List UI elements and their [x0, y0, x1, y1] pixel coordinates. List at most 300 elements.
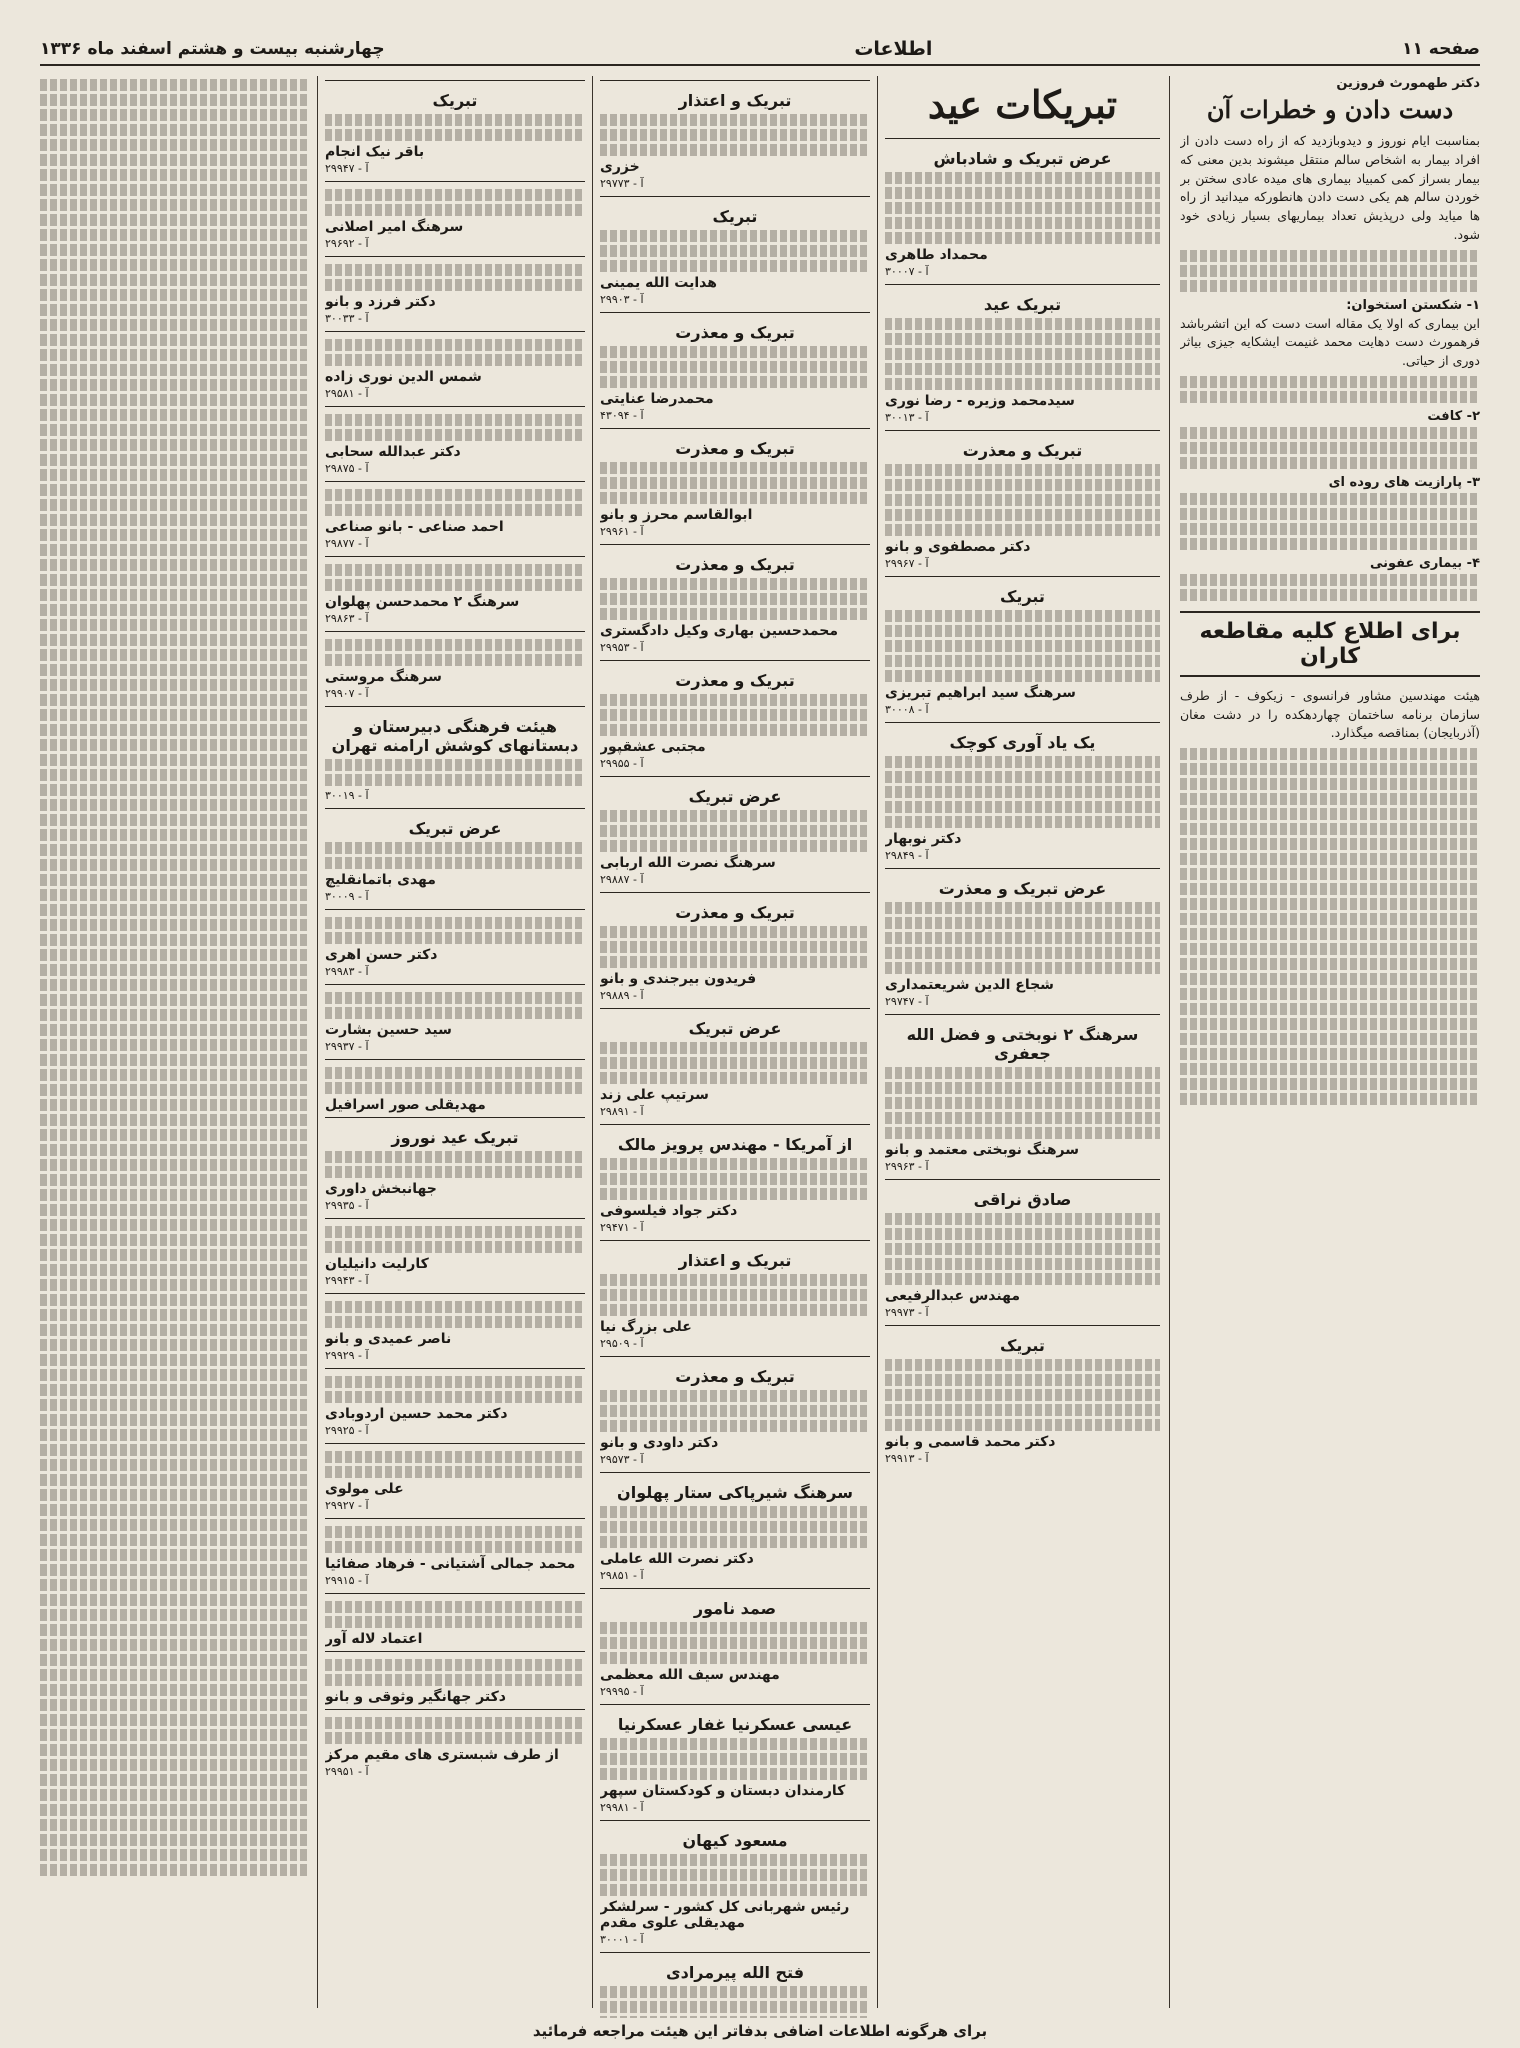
text-line: [600, 840, 870, 852]
text-line: [885, 1404, 1160, 1416]
text-line: [885, 801, 1160, 813]
greeting-notice: [325, 181, 585, 250]
text-line: [885, 962, 1160, 974]
text-line: [885, 1389, 1160, 1401]
text-line: [1180, 883, 1480, 895]
text-line: [40, 1849, 310, 1861]
greeting-notice: [325, 909, 585, 978]
text-line: [40, 1579, 310, 1591]
notice-heading: تبریک: [432, 91, 478, 110]
notice-signature: سید حسین بشارت: [325, 1022, 452, 1038]
greeting-notice: [600, 312, 870, 422]
text-line: [40, 619, 310, 631]
notice-heading: تبریک عید نوروز: [391, 1128, 519, 1147]
notice-signature: کارلیت دانیلیان: [325, 1256, 429, 1272]
text-line: [40, 1549, 310, 1561]
greeting-notice: [600, 1952, 870, 2018]
text-line: [600, 1289, 870, 1301]
text-line: [885, 1273, 1160, 1285]
text-line: [1180, 574, 1480, 586]
notice-text: هیئت مهندسین مشاور فرانسوی - زیکوف - از طرف سازمان برنامه ساختمان چهاردهکده را در دشت مغان (آذربایجان) بمناقصه میگذارد.: [1180, 687, 1480, 741]
greeting-notice: [325, 1059, 585, 1113]
notice-heading: فتح الله پیرمرادی: [665, 1963, 805, 1982]
text-line: [600, 462, 870, 474]
text-line: [600, 1158, 870, 1170]
notice-heading: صمد نامور: [693, 1599, 777, 1618]
notice-code: آ - ۲۹۸۵۱: [600, 1569, 644, 1582]
notice-code: آ - ۲۹۸۸۹: [600, 989, 644, 1002]
text-line: [1180, 457, 1480, 469]
notice-signature: مهندس سیف الله معظمی: [600, 1667, 780, 1683]
text-line: [325, 857, 585, 869]
greeting-notice: [885, 868, 1160, 1008]
notice-heading: سرهنگ شیرپاکی ستار پهلوان: [617, 1483, 853, 1502]
text-line: [325, 204, 585, 216]
notice-code: آ - ۴۳۰۹۴: [600, 409, 644, 422]
notice-signature: دکتر فرزد و بانو: [325, 294, 436, 310]
text-line: [1180, 913, 1480, 925]
text-line: [600, 260, 870, 272]
greeting-notice: [325, 1709, 585, 1778]
greeting-notice: [325, 1117, 585, 1212]
greeting-notice: [325, 1593, 585, 1647]
text-line: [885, 479, 1160, 491]
text-line: [40, 1759, 310, 1771]
text-line: [1180, 523, 1480, 535]
greeting-notice: [600, 80, 870, 190]
column-rule: [1169, 76, 1170, 2008]
text-line: [40, 754, 310, 766]
text-line: [325, 992, 585, 1004]
notice-signature: دکتر محمد قاسمی و بانو: [885, 1433, 1056, 1450]
greeting-notice: [325, 556, 585, 625]
notice-signature: خزری: [600, 159, 640, 175]
text-line: [40, 1069, 310, 1081]
text-line: [885, 947, 1160, 959]
greeting-notice: [885, 722, 1160, 862]
text-line: [600, 376, 870, 388]
text-line: [40, 289, 310, 301]
text-line: [885, 202, 1160, 214]
text-line: [885, 187, 1160, 199]
text-line: [600, 1753, 870, 1765]
text-line: [325, 1717, 585, 1729]
notice-signature: شجاع الدین شریعتمداری: [885, 976, 1054, 993]
text-line: [1180, 778, 1480, 790]
text-line: [885, 348, 1160, 360]
greeting-notice: [600, 544, 870, 654]
text-line: [885, 1213, 1160, 1225]
text-line: [40, 1219, 310, 1231]
notice-heading: از آمریکا - مهندس پرویز مالک: [617, 1135, 853, 1154]
text-line: [1180, 823, 1480, 835]
text-line: [40, 1174, 310, 1186]
text-line: [40, 154, 310, 166]
text-line: [40, 484, 310, 496]
text-line: [600, 1188, 870, 1200]
text-line: [325, 114, 585, 126]
notice-signature: ناصر عمیدی و بانو: [325, 1331, 452, 1347]
notice-signature: دکتر جواد فیلسوفی: [600, 1203, 738, 1219]
text-line: [40, 1294, 310, 1306]
notice-signature: علی بزرگ نیا: [600, 1319, 692, 1335]
article-paragraph: این بیماری که اولا یک مقاله است دست که این اتشرباشد فرهمورث دست دهایت محمد غنیمت ایشکایه جیزی بیاثر دوری از حیاتی.: [1180, 315, 1480, 368]
article-subheading: ۳- پارازیت های روده ای: [1328, 474, 1480, 490]
text-line: [40, 319, 310, 331]
text-line: [40, 454, 310, 466]
text-line: [885, 1082, 1160, 1094]
text-line: [40, 1129, 310, 1141]
text-line: [600, 245, 870, 257]
text-line: [325, 639, 585, 651]
text-line: [40, 304, 310, 316]
text-line: [40, 874, 310, 886]
text-line: [600, 1304, 870, 1316]
text-line: [40, 1654, 310, 1666]
text-line: [40, 1009, 310, 1021]
notice-signature: سرتیپ علی زند: [600, 1087, 709, 1103]
greeting-notice: [325, 481, 585, 550]
text-line: [40, 784, 310, 796]
greeting-notice: [325, 406, 585, 475]
text-line: [1180, 868, 1480, 880]
text-line: [600, 1637, 870, 1649]
text-line: [1180, 1033, 1480, 1045]
notice-code: آ - ۲۹۹۶۳: [885, 1159, 929, 1173]
notice-code: آ - ۲۹۸۷۵: [325, 462, 369, 475]
notice-code: آ - ۳۰۰۰۱: [600, 1933, 644, 1946]
column-rule: [317, 76, 318, 2008]
text-line: [40, 1729, 310, 1741]
notice-signature: محمد جمالی آشتیانی - فرهاد صفائیا: [325, 1556, 576, 1572]
notice-heading: عرض تبریک: [688, 787, 782, 806]
notice-heading: سرهنگ ۲ نوبختی و فضل الله جعفری: [906, 1024, 1139, 1063]
text-line: [40, 1474, 310, 1486]
text-line: [40, 994, 310, 1006]
text-line: [885, 1243, 1160, 1255]
text-line: [40, 1459, 310, 1471]
text-line: [40, 1024, 310, 1036]
text-line: [40, 1489, 310, 1501]
text-line: [600, 578, 870, 590]
notice-heading: تبریک و اعتذار: [678, 1251, 792, 1270]
notice-signature: شمس الدین نوری زاده: [325, 369, 482, 385]
page-number: صفحه ۱۱: [1402, 39, 1480, 59]
text-line: [40, 679, 310, 691]
text-line: [600, 1738, 870, 1750]
text-line: [600, 694, 870, 706]
text-line: [40, 274, 310, 286]
greeting-notice: [600, 660, 870, 770]
text-line: [40, 529, 310, 541]
text-line: [1180, 928, 1480, 940]
text-line: [40, 769, 310, 781]
notice-signature: از طرف شبستری های مقیم مرکز: [325, 1747, 559, 1763]
text-line: [40, 1624, 310, 1636]
text-line: [40, 1249, 310, 1261]
notice-code: آ - ۲۹۹۸۱: [600, 1801, 644, 1814]
notice-code: آ - ۲۹۸۶۳: [325, 612, 369, 625]
text-line: [885, 232, 1160, 244]
notice-signature: هدایت الله یمینی: [600, 275, 717, 291]
text-line: [600, 230, 870, 242]
greeting-notice: [885, 430, 1160, 570]
text-line: [885, 786, 1160, 798]
greeting-notice: [600, 1704, 870, 1814]
text-line: [600, 1390, 870, 1402]
article-subheading: ۲- کافت: [1427, 408, 1480, 424]
text-line: [1180, 1093, 1480, 1105]
notice-signature: دکتر داودی و بانو: [600, 1435, 719, 1451]
text-line: [1180, 280, 1480, 292]
text-line: [40, 814, 310, 826]
greeting-notice: [885, 1014, 1160, 1173]
text-line: [40, 259, 310, 271]
text-line: [885, 217, 1160, 229]
text-line: [325, 1241, 585, 1253]
text-line: [40, 334, 310, 346]
greeting-notice: [325, 984, 585, 1053]
notice-signature: سرهنگ نوبختی معتمد و بانو: [885, 1141, 1079, 1158]
notice-code: آ - ۲۹۸۷۷: [325, 537, 369, 550]
text-line: [325, 339, 585, 351]
greetings-column-2: [600, 76, 870, 2018]
notice-code: آ - ۲۹۸۹۱: [600, 1105, 644, 1118]
text-line: [40, 1609, 310, 1621]
column-rule: [877, 76, 878, 2008]
text-line: [40, 829, 310, 841]
text-line: [40, 439, 310, 451]
notice-code: آ - ۲۹۹۷۳: [885, 1305, 929, 1319]
notice-heading: تبریک: [712, 207, 758, 226]
text-line: [600, 1536, 870, 1548]
text-line: [40, 1414, 310, 1426]
greetings-heading: تبریکات عید: [927, 82, 1118, 127]
text-line: [40, 1864, 310, 1876]
notice-heading: تبریک: [1000, 586, 1045, 606]
text-line: [40, 904, 310, 916]
notice-heading: تبریک و اعتذار: [678, 91, 792, 110]
text-line: [1180, 958, 1480, 970]
text-line: [885, 524, 1160, 536]
article-subheading: ۴- بیماری عفونی: [1370, 555, 1480, 571]
notice-signature: دکتر مصطفوی و بانو: [885, 538, 1031, 555]
notice-signature: مهندس عبدالرفیعی: [885, 1287, 1020, 1304]
text-line: [40, 1309, 310, 1321]
text-line: [600, 1869, 870, 1881]
masthead: [40, 34, 1480, 66]
text-line: [1180, 973, 1480, 985]
notice-signature: ابوالقاسم محرز و بانو: [600, 507, 753, 523]
text-line: [600, 1506, 870, 1518]
greeting-notice: [600, 776, 870, 886]
text-line: [600, 941, 870, 953]
notice-heading: هیئت فرهنگی دبیرستان و دبستانهای کوشش ارامنه تهران: [331, 717, 579, 755]
greeting-notice: [325, 331, 585, 400]
text-line: [325, 579, 585, 591]
text-line: [885, 378, 1160, 390]
text-line: [600, 114, 870, 126]
notice-code: آ - ۲۹۵۸۱: [325, 387, 369, 400]
text-line: [40, 1639, 310, 1651]
text-line: [600, 361, 870, 373]
text-line: [40, 1054, 310, 1066]
text-line: [325, 1316, 585, 1328]
text-line: [40, 1039, 310, 1051]
text-line: [40, 199, 310, 211]
notice-heading: عیسی عسکرنیا غفار عسکرنیا: [617, 1715, 853, 1734]
text-line: [40, 1564, 310, 1576]
text-line: [885, 363, 1160, 375]
text-line: [325, 264, 585, 276]
notice-code: آ - ۲۹۹۴۳: [325, 1274, 369, 1287]
notice-signature: علی مولوی: [325, 1481, 404, 1497]
text-line: [885, 1067, 1160, 1079]
text-line: [600, 1622, 870, 1634]
greetings-column-3: [325, 76, 585, 2018]
text-line: [40, 139, 310, 151]
text-line: [325, 1601, 585, 1613]
notice-heading: تبریک و معذرت: [675, 1367, 795, 1386]
greeting-notice: [325, 256, 585, 325]
text-line: [40, 709, 310, 721]
text-line: [325, 189, 585, 201]
text-line: [600, 346, 870, 358]
text-line: [325, 564, 585, 576]
greeting-notice: [325, 706, 585, 802]
text-line: [40, 1144, 310, 1156]
text-line: [40, 1744, 310, 1756]
greeting-notice: [885, 576, 1160, 716]
text-line: [600, 724, 870, 736]
text-line: [325, 1226, 585, 1238]
greeting-notice: [600, 1008, 870, 1118]
text-line: [600, 926, 870, 938]
notice-signature: باقر نیک انجام: [325, 144, 425, 160]
text-line: [600, 1405, 870, 1417]
notice-signature: دکتر محمد حسین اردوبادی: [325, 1406, 508, 1422]
text-line: [1180, 250, 1480, 262]
greeting-notice: [600, 1124, 870, 1234]
text-line: [325, 1732, 585, 1744]
text-line: [40, 79, 310, 91]
notice-code: آ - ۳۰۰۰۹: [325, 890, 369, 903]
notice-signature: محمدرضا عنایتی: [600, 391, 714, 407]
notice-heading: عرض تبریک و معذرت: [938, 878, 1107, 898]
text-line: [40, 664, 310, 676]
notice-signature: محمداد طاهری: [885, 246, 988, 263]
text-line: [600, 1420, 870, 1432]
greetings-column-4: [40, 76, 310, 2018]
text-line: [40, 544, 310, 556]
greeting-notice: [885, 1325, 1160, 1465]
notice-code: آ - ۲۹۵۷۳: [600, 1453, 644, 1466]
text-line: [40, 979, 310, 991]
text-line: [600, 1057, 870, 1069]
text-line: [40, 184, 310, 196]
greeting-notice: [325, 80, 585, 175]
text-line: [40, 514, 310, 526]
notice-signature: دکتر نوبهار: [885, 830, 962, 847]
text-line: [600, 2001, 870, 2013]
text-line: [885, 1228, 1160, 1240]
text-line: [325, 932, 585, 944]
notice-code: آ - ۲۹۹۴۷: [325, 162, 369, 175]
text-line: [885, 1112, 1160, 1124]
notice-code: آ - ۲۹۹۵۵: [600, 757, 644, 770]
text-line: [1180, 808, 1480, 820]
text-line: [40, 1264, 310, 1276]
text-line: [325, 774, 585, 786]
notice-code: آ - ۲۹۷۷۳: [600, 177, 644, 190]
greeting-notice: [600, 1240, 870, 1350]
text-line: [600, 477, 870, 489]
text-line: [1180, 376, 1480, 388]
greeting-notice: [600, 1820, 870, 1946]
text-line: [40, 1114, 310, 1126]
text-line: [325, 1616, 585, 1628]
text-line: [40, 1189, 310, 1201]
notice-code: آ - ۲۹۹۲۹: [325, 1349, 369, 1362]
paper-name: اطلاعات: [854, 38, 933, 60]
text-line: [325, 1674, 585, 1686]
text-line: [885, 756, 1160, 768]
notice-code: آ - ۲۹۹۰۷: [325, 687, 369, 700]
article-column: [1180, 76, 1480, 2018]
text-line: [40, 214, 310, 226]
greeting-notice: [885, 284, 1160, 424]
greeting-notice: [325, 1518, 585, 1587]
text-line: [885, 172, 1160, 184]
text-line: [600, 608, 870, 620]
text-line: [885, 464, 1160, 476]
text-line: [40, 1099, 310, 1111]
text-line: [600, 593, 870, 605]
greeting-notice: [600, 1588, 870, 1698]
text-line: [325, 504, 585, 516]
text-line: [40, 1279, 310, 1291]
text-line: [600, 709, 870, 721]
notice-heading: عرض تبریک: [688, 1019, 782, 1038]
text-line: [885, 655, 1160, 667]
text-line: [40, 1369, 310, 1381]
greeting-notice: [325, 1293, 585, 1362]
text-line: [40, 1084, 310, 1096]
notice-signature: دکتر عبدالله سحابی: [325, 444, 461, 460]
text-line: [600, 1652, 870, 1664]
text-line: [40, 1519, 310, 1531]
text-line: [1180, 1078, 1480, 1090]
text-line: [40, 1204, 310, 1216]
notice-signature: سرهنگ سید ابراهیم تبریزی: [885, 684, 1076, 701]
notice-code: آ - ۲۹۹۹۵: [600, 1685, 644, 1698]
text-line: [40, 694, 310, 706]
text-line: [885, 1419, 1160, 1431]
text-line: [40, 964, 310, 976]
text-line: [600, 144, 870, 156]
text-line: [600, 1042, 870, 1054]
text-line: [40, 169, 310, 181]
notice-signature: اعتماد لاله آور: [325, 1631, 423, 1647]
text-line: [600, 129, 870, 141]
notice-title: برای اطلاع کلیه مقاطعه کاران: [1180, 611, 1480, 677]
text-line: [885, 902, 1160, 914]
article-title: دست دادن و خطرات آن: [1206, 95, 1454, 124]
text-line: [885, 509, 1160, 521]
text-line: [40, 799, 310, 811]
text-line: [40, 1444, 310, 1456]
text-line: [325, 1007, 585, 1019]
